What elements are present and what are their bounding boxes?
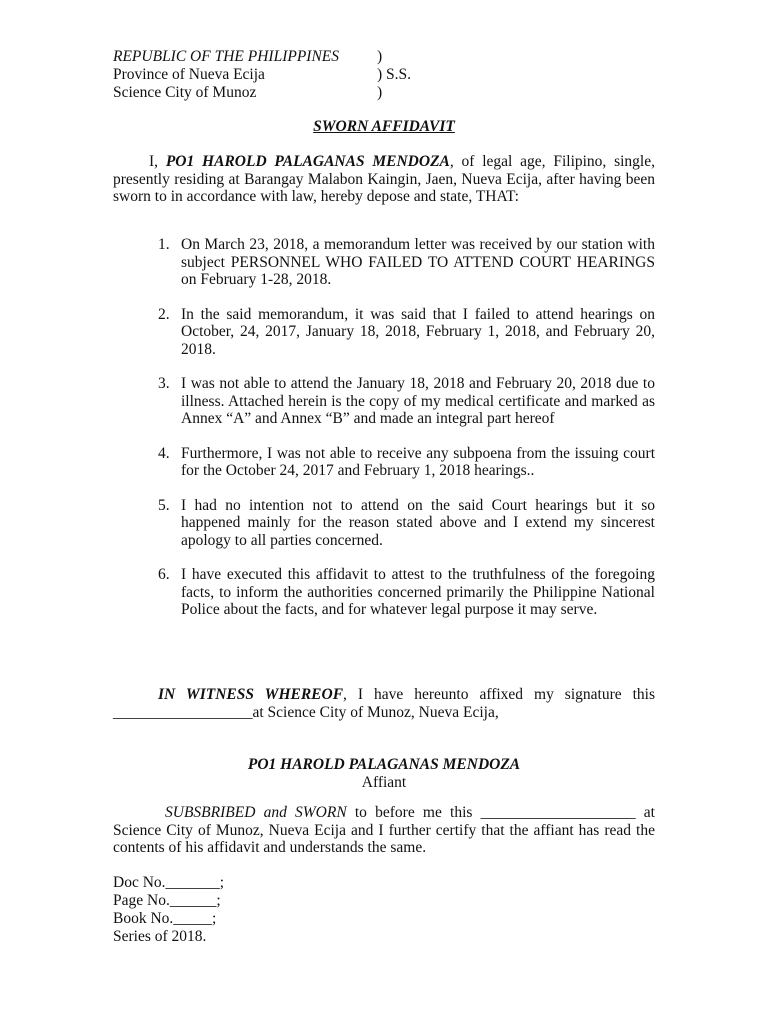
venue-ss: ) S.S. xyxy=(377,66,412,83)
statement-list xyxy=(158,236,655,636)
doc-number: Doc No._______; xyxy=(113,874,225,891)
witness-paragraph xyxy=(113,686,655,721)
item-number: 6. xyxy=(158,566,170,583)
item-number: 5. xyxy=(158,496,170,514)
jurat-paragraph xyxy=(113,804,655,857)
witness-body: , I have hereunto affixed my signature this __________________at Science City of Munoz, Nueva Ecija, xyxy=(113,686,655,721)
affiant-role: Affiant xyxy=(361,774,407,791)
list-item xyxy=(158,496,655,550)
list-item xyxy=(158,444,655,480)
intro-prefix: I, xyxy=(149,153,166,170)
item-number: 3. xyxy=(158,375,170,392)
list-item xyxy=(158,236,655,289)
venue-republic xyxy=(113,48,383,66)
item-number: 1. xyxy=(158,236,170,253)
page-number: Page No.______; xyxy=(113,892,221,909)
list-item xyxy=(158,305,655,359)
item-text: I had no intention not to attend on the said Court hearings but it so happened mainly for the reason stated above and I extend my sincerest apology to all parties concerned. xyxy=(181,496,655,549)
venue-city xyxy=(113,84,383,102)
item-number: 2. xyxy=(158,305,170,323)
venue-city-text: Science City of Munoz xyxy=(113,84,257,101)
venue-province-text: Province of Nueva Ecija xyxy=(113,66,265,83)
list-item xyxy=(158,566,655,619)
item-number: 4. xyxy=(158,444,170,462)
item-text: I was not able to attend the January 18, 2018 and February 20, 2018 due to illness. Attached herein is the copy of my medical certificate and marked as Annex “A” and Annex “B” and made an integral part hereof xyxy=(181,375,655,427)
intro-body: of legal age, Filipino, single, presently residing at Barangay Malabon Kaingin, Jaen, Nueva Ecija, after having been sworn to in accordance with law, hereby depose and state, THAT: xyxy=(113,153,655,205)
venue-republic-text: REPUBLIC OF THE PHILIPPINES xyxy=(113,48,340,65)
document-title: SWORN AFFIDAVIT xyxy=(313,118,455,135)
jurat-lead: SUBSBRIBED and SWORN xyxy=(165,804,347,821)
item-text: On March 23, 2018, a memorandum letter was received by our station with subject PERSONNEL WHO FAILED TO ATTEND COURT HEARINGS on February 1-28, 2018. xyxy=(181,236,655,288)
intro-comma: , xyxy=(449,153,454,170)
venue-paren: ) xyxy=(377,84,383,101)
affiant-name-inline: PO1 HAROLD PALAGANAS MENDOZA xyxy=(165,153,450,170)
list-item xyxy=(158,375,655,428)
affiant-signature-name: PO1 HAROLD PALAGANAS MENDOZA xyxy=(247,756,521,773)
venue-province xyxy=(113,66,412,84)
series-year: Series of 2018. xyxy=(113,928,207,945)
venue-paren: ) xyxy=(377,48,383,65)
item-text: In the said memorandum, it was said that I failed to attend hearings on October, 24, 2017, January 18, 2018, February 1, 2018, and February 20, 2018. xyxy=(181,305,655,358)
jurat-body: to before me this ____________________ at Science City of Munoz, Nueva Ecija and I further certify that the affiant has read the contents of his affidavit and understands the same. xyxy=(113,804,655,856)
item-text: I have executed this affidavit to attest to the truthfulness of the foregoing facts, to inform the authorities concerned primarily the Philippine National Police about the facts, and for whatever legal purpose it may serve. xyxy=(181,566,655,618)
intro-paragraph xyxy=(113,153,655,206)
witness-lead: IN WITNESS WHEREOF xyxy=(158,686,344,703)
notarial-register xyxy=(113,874,224,946)
item-text: Furthermore, I was not able to receive any subpoena from the issuing court for the October 24, 2017 and February 1, 2018 hearings.. xyxy=(181,444,655,479)
book-number: Book No._____; xyxy=(113,910,217,927)
